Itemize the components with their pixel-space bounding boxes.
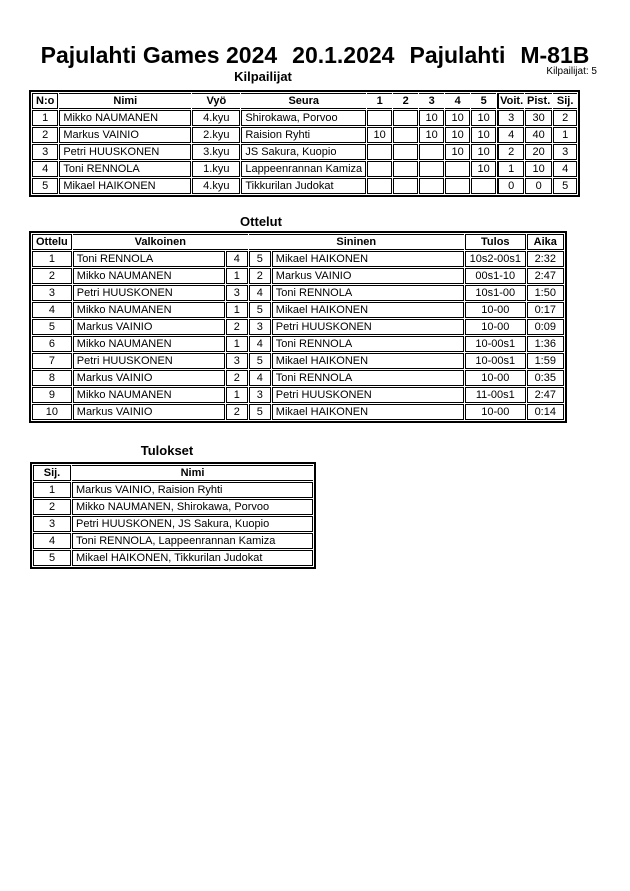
white-no: 2 — [226, 319, 248, 335]
match-result: 10s2-00s1 — [465, 251, 526, 267]
results-table — [30, 462, 316, 569]
result-vs-2 — [393, 127, 418, 143]
match-no: 7 — [32, 353, 72, 369]
result-name: Mikko NAUMANEN, Shirokawa, Porvoo — [72, 499, 313, 515]
col-header-result: Tulos — [465, 234, 526, 250]
competitor-belt: 3.kyu — [192, 144, 240, 160]
match-no: 9 — [32, 387, 72, 403]
result-name: Markus VAINIO, Raision Ryhti — [72, 482, 313, 498]
match-row — [32, 302, 564, 318]
col-header-name: Nimi — [59, 93, 191, 109]
title-event: Pajulahti Games 2024 — [40, 42, 278, 68]
result-vs-3 — [419, 161, 444, 177]
white-name: Markus VAINIO — [73, 404, 225, 420]
white-name: Petri HUUSKONEN — [73, 353, 225, 369]
result-name: Petri HUUSKONEN, JS Sakura, Kuopio — [72, 516, 313, 532]
match-result: 10-00 — [465, 370, 526, 386]
competitor-club: JS Sakura, Kuopio — [241, 144, 366, 160]
competitor-name: Mikko NAUMANEN — [59, 110, 191, 126]
white-name: Toni RENNOLA — [73, 251, 225, 267]
blue-no: 4 — [249, 285, 271, 301]
blue-name: Toni RENNOLA — [272, 370, 464, 386]
col-header-belt: Vyö — [192, 93, 240, 109]
competitor-wins: 4 — [497, 127, 524, 143]
competitor-no: 1 — [32, 110, 58, 126]
competitor-name: Markus VAINIO — [59, 127, 191, 143]
competitor-points: 30 — [525, 110, 552, 126]
blue-name: Mikael HAIKONEN — [272, 353, 464, 369]
competitor-place: 4 — [553, 161, 577, 177]
result-name: Toni RENNOLA, Lappeenrannan Kamiza — [72, 533, 313, 549]
white-no: 1 — [226, 387, 248, 403]
col-header-match-no: Ottelu — [32, 234, 72, 250]
competitor-name: Mikael HAIKONEN — [59, 178, 191, 194]
col-header-no: N:o — [32, 93, 58, 109]
match-time: 2:32 — [527, 251, 564, 267]
match-row — [32, 370, 564, 386]
blue-name: Toni RENNOLA — [272, 285, 464, 301]
competitor-row — [32, 110, 577, 126]
competitor-no: 3 — [32, 144, 58, 160]
match-row — [32, 404, 564, 420]
match-row — [32, 319, 564, 335]
white-name: Mikko NAUMANEN — [73, 302, 225, 318]
col-header-points: Pist. — [525, 93, 552, 109]
competitor-wins: 1 — [497, 161, 524, 177]
result-vs-4 — [445, 178, 470, 194]
col-header-place: Sij. — [553, 93, 577, 109]
col-header-r3: 3 — [419, 93, 444, 109]
col-header-r2: 2 — [393, 93, 418, 109]
white-name: Mikko NAUMANEN — [73, 336, 225, 352]
competitor-no: 5 — [32, 178, 58, 194]
title-date: 20.1.2024 — [292, 42, 395, 68]
competitor-club: Lappeenrannan Kamiza — [241, 161, 366, 177]
competitor-club: Shirokawa, Porvoo — [241, 110, 366, 126]
match-no: 1 — [32, 251, 72, 267]
page-title — [0, 42, 630, 69]
result-vs-2 — [393, 144, 418, 160]
competitors-section-title: Kilpailijat — [234, 69, 292, 84]
competitor-place: 5 — [553, 178, 577, 194]
col-header-wins: Voit. — [497, 93, 524, 109]
match-time: 1:59 — [527, 353, 564, 369]
result-vs-3 — [419, 178, 444, 194]
competitor-belt: 2.kyu — [192, 127, 240, 143]
results-section-title: Tulokset — [140, 443, 194, 458]
competitor-points: 20 — [525, 144, 552, 160]
result-place: 4 — [33, 533, 71, 549]
blue-name: Mikael HAIKONEN — [272, 404, 464, 420]
result-vs-4 — [445, 161, 470, 177]
title-category: M-81B — [520, 42, 590, 68]
matches-header-row — [32, 234, 564, 250]
result-row — [33, 482, 313, 498]
white-no: 4 — [226, 251, 248, 267]
match-result: 11-00s1 — [465, 387, 526, 403]
blue-no: 3 — [249, 319, 271, 335]
col-header-r4: 4 — [445, 93, 470, 109]
competitor-place: 2 — [553, 110, 577, 126]
white-no: 2 — [226, 404, 248, 420]
match-row — [32, 285, 564, 301]
match-time: 1:50 — [527, 285, 564, 301]
white-name: Markus VAINIO — [73, 319, 225, 335]
blue-no: 3 — [249, 387, 271, 403]
result-vs-5 — [471, 178, 496, 194]
competitor-row — [32, 144, 577, 160]
blue-no: 5 — [249, 251, 271, 267]
competitors-table — [29, 90, 580, 197]
result-row — [33, 550, 313, 566]
matches-table — [29, 231, 567, 423]
competitor-points: 40 — [525, 127, 552, 143]
competitor-count-label: Kilpailijat: 5 — [546, 66, 597, 77]
result-vs-3: 10 — [419, 110, 444, 126]
blue-name: Petri HUUSKONEN — [272, 387, 464, 403]
match-no: 8 — [32, 370, 72, 386]
blue-name: Mikael HAIKONEN — [272, 302, 464, 318]
match-row — [32, 353, 564, 369]
white-no: 2 — [226, 370, 248, 386]
match-result: 10-00 — [465, 319, 526, 335]
competitor-row — [32, 127, 577, 143]
match-result: 10-00s1 — [465, 336, 526, 352]
competitor-no: 2 — [32, 127, 58, 143]
col-header-r5: 5 — [471, 93, 496, 109]
match-result: 00s1-10 — [465, 268, 526, 284]
result-row — [33, 533, 313, 549]
col-header-time: Aika — [527, 234, 564, 250]
competitor-points: 0 — [525, 178, 552, 194]
match-no: 10 — [32, 404, 72, 420]
white-name: Markus VAINIO — [73, 370, 225, 386]
blue-name: Toni RENNOLA — [272, 336, 464, 352]
match-time: 2:47 — [527, 268, 564, 284]
blue-name: Petri HUUSKONEN — [272, 319, 464, 335]
white-no: 3 — [226, 285, 248, 301]
result-vs-3 — [419, 144, 444, 160]
result-vs-1 — [367, 110, 392, 126]
competitors-header-row — [32, 93, 577, 109]
white-name: Mikko NAUMANEN — [73, 268, 225, 284]
match-row — [32, 387, 564, 403]
competitor-name: Toni RENNOLA — [59, 161, 191, 177]
blue-no: 4 — [249, 336, 271, 352]
result-place: 5 — [33, 550, 71, 566]
match-time: 1:36 — [527, 336, 564, 352]
col-header-blue: Sininen — [249, 234, 464, 250]
blue-no: 5 — [249, 404, 271, 420]
results-header-row — [33, 465, 313, 481]
match-result: 10-00 — [465, 302, 526, 318]
competitor-row — [32, 161, 577, 177]
white-no: 1 — [226, 268, 248, 284]
competitor-points: 10 — [525, 161, 552, 177]
match-row — [32, 268, 564, 284]
match-no: 6 — [32, 336, 72, 352]
result-vs-2 — [393, 110, 418, 126]
blue-name: Markus VAINIO — [272, 268, 464, 284]
result-vs-1 — [367, 144, 392, 160]
col-header-white: Valkoinen — [73, 234, 248, 250]
result-vs-1: 10 — [367, 127, 392, 143]
result-vs-5: 10 — [471, 144, 496, 160]
match-no: 5 — [32, 319, 72, 335]
white-no: 1 — [226, 302, 248, 318]
result-vs-4: 10 — [445, 144, 470, 160]
competitor-belt: 4.kyu — [192, 110, 240, 126]
col-header-name: Nimi — [72, 465, 313, 481]
competitor-no: 4 — [32, 161, 58, 177]
blue-no: 4 — [249, 370, 271, 386]
result-vs-3: 10 — [419, 127, 444, 143]
competitor-wins: 0 — [497, 178, 524, 194]
match-no: 4 — [32, 302, 72, 318]
result-vs-4: 10 — [445, 127, 470, 143]
result-vs-1 — [367, 161, 392, 177]
competitor-club: Tikkurilan Judokat — [241, 178, 366, 194]
match-time: 0:14 — [527, 404, 564, 420]
col-header-club: Seura — [241, 93, 366, 109]
match-row — [32, 336, 564, 352]
competitor-club: Raision Ryhti — [241, 127, 366, 143]
match-time: 0:09 — [527, 319, 564, 335]
matches-section-title: Ottelut — [240, 214, 282, 229]
match-result: 10-00s1 — [465, 353, 526, 369]
white-no: 3 — [226, 353, 248, 369]
competitor-place: 3 — [553, 144, 577, 160]
result-vs-2 — [393, 178, 418, 194]
blue-name: Mikael HAIKONEN — [272, 251, 464, 267]
title-location: Pajulahti — [409, 42, 506, 68]
match-result: 10s1-00 — [465, 285, 526, 301]
white-name: Petri HUUSKONEN — [73, 285, 225, 301]
result-vs-2 — [393, 161, 418, 177]
result-vs-1 — [367, 178, 392, 194]
result-place: 1 — [33, 482, 71, 498]
result-row — [33, 516, 313, 532]
result-place: 2 — [33, 499, 71, 515]
competitor-place: 1 — [553, 127, 577, 143]
competitor-belt: 1.kyu — [192, 161, 240, 177]
white-name: Mikko NAUMANEN — [73, 387, 225, 403]
result-vs-5: 10 — [471, 161, 496, 177]
result-place: 3 — [33, 516, 71, 532]
competitor-belt: 4.kyu — [192, 178, 240, 194]
match-time: 0:35 — [527, 370, 564, 386]
competitor-wins: 2 — [497, 144, 524, 160]
blue-no: 5 — [249, 353, 271, 369]
col-header-r1: 1 — [367, 93, 392, 109]
result-vs-4: 10 — [445, 110, 470, 126]
match-no: 2 — [32, 268, 72, 284]
blue-no: 2 — [249, 268, 271, 284]
result-vs-5: 10 — [471, 127, 496, 143]
competitor-wins: 3 — [497, 110, 524, 126]
competitor-name: Petri HUUSKONEN — [59, 144, 191, 160]
match-result: 10-00 — [465, 404, 526, 420]
match-no: 3 — [32, 285, 72, 301]
result-vs-5: 10 — [471, 110, 496, 126]
result-row — [33, 499, 313, 515]
match-row — [32, 251, 564, 267]
white-no: 1 — [226, 336, 248, 352]
blue-no: 5 — [249, 302, 271, 318]
competitor-row — [32, 178, 577, 194]
match-time: 0:17 — [527, 302, 564, 318]
result-name: Mikael HAIKONEN, Tikkurilan Judokat — [72, 550, 313, 566]
col-header-place: Sij. — [33, 465, 71, 481]
match-time: 2:47 — [527, 387, 564, 403]
